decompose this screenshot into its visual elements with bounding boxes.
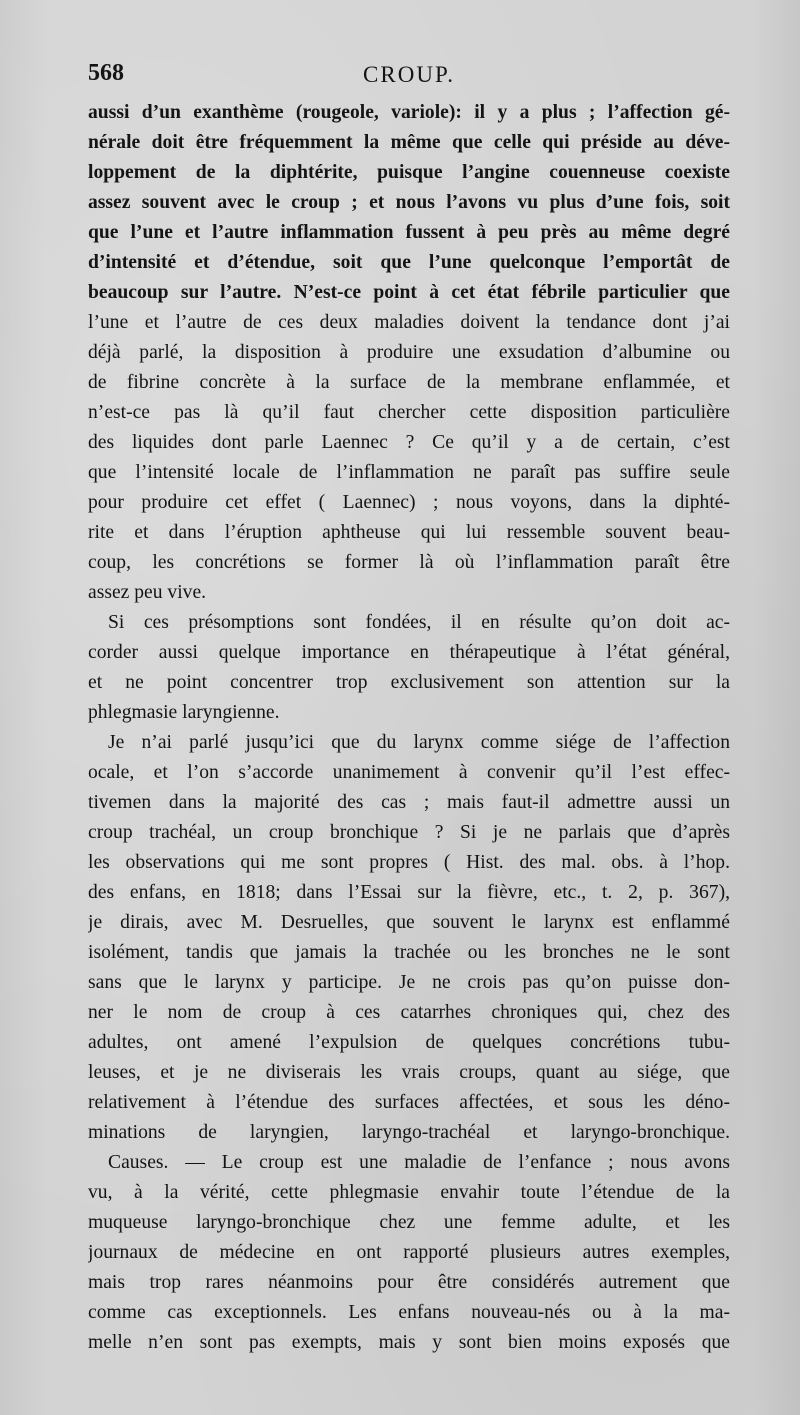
- text-line: mais trop rares néanmoins pour être considérés autrement que: [88, 1272, 730, 1293]
- text-line: assez peu vive.: [88, 582, 207, 603]
- text-line: de fibrine concrète à la surface de la membrane enflammée, et: [88, 372, 730, 393]
- text-line: déjà parlé, la disposition à produire une exsudation d’albumine ou: [88, 342, 730, 363]
- text-line: ner le nom de croup à ces catarrhes chroniques qui, chez des: [88, 1002, 730, 1023]
- text-line: sans que le larynx y participe. Je ne crois pas qu’on puisse don-: [88, 972, 730, 993]
- text-line: Causes. — Le croup est une maladie de l’enfance ; nous avons: [108, 1152, 730, 1173]
- text-line: muqueuse laryngo-bronchique chez une femme adulte, et les: [88, 1212, 730, 1233]
- text-line: des enfans, en 1818; dans l’Essai sur la fièvre, etc., t. 2, p. 367),: [88, 882, 730, 903]
- text-line: beaucoup sur l’autre. N’est-ce point à cet état fébrile particulier que: [88, 282, 730, 303]
- text-line: aussi d’un exanthème (rougeole, variole): il y a plus ; l’affection gé-: [88, 102, 730, 123]
- text-line: des liquides dont parle Laennec ? Ce qu’il y a de certain, c’est: [88, 432, 730, 453]
- text-line: d’intensité et d’étendue, soit que l’une quelconque l’emportât de: [88, 252, 730, 273]
- text-line: journaux de médecine en ont rapporté plusieurs autres exemples,: [88, 1242, 730, 1263]
- text-line: pour produire cet effet ( Laennec) ; nous voyons, dans la diphté-: [88, 492, 730, 513]
- text-line: que l’une et l’autre inflammation fussent à peu près au même degré: [88, 222, 730, 243]
- text-line: Si ces présomptions sont fondées, il en résulte qu’on doit ac-: [108, 612, 730, 633]
- text-line: ocale, et l’on s’accorde unanimement à convenir qu’il l’est effec-: [88, 762, 730, 783]
- running-head: CROUP.: [363, 62, 455, 87]
- text-line: melle n’en sont pas exempts, mais y sont bien moins exposés que: [88, 1332, 730, 1353]
- page-number: 568: [88, 60, 124, 86]
- text-line: phlegmasie laryngienne.: [88, 702, 280, 723]
- text-line: isolément, tandis que jamais la trachée ou les bronches ne le sont: [88, 942, 730, 963]
- text-line: loppement de la diphtérite, puisque l’angine couenneuse coexiste: [88, 162, 730, 183]
- text-line: nérale doit être fréquemment la même que celle qui préside au déve-: [88, 132, 730, 153]
- text-line: adultes, ont amené l’expulsion de quelques concrétions tubu-: [88, 1032, 730, 1053]
- text-line: relativement à l’étendue des surfaces affectées, et sous les déno-: [88, 1092, 730, 1113]
- text-line: minations de laryngien, laryngo-trachéal et laryngo-bronchique.: [88, 1122, 730, 1143]
- text-line: rite et dans l’éruption aphtheuse qui lui ressemble souvent beau-: [88, 522, 730, 543]
- text-line: je dirais, avec M. Desruelles, que souvent le larynx est enflammé: [88, 912, 730, 933]
- text-line: n’est-ce pas là qu’il faut chercher cette disposition particulière: [88, 402, 730, 423]
- text-line: l’une et l’autre de ces deux maladies doivent la tendance dont j’ai: [88, 312, 730, 333]
- text-line: vu, à la vérité, cette phlegmasie envahir toute l’étendue de la: [88, 1182, 730, 1203]
- page-header: [88, 60, 730, 100]
- text-line: corder aussi quelque importance en thérapeutique à l’état général,: [88, 642, 730, 663]
- text-line: tivemen dans la majorité des cas ; mais faut-il admettre aussi un: [88, 792, 730, 813]
- text-line: Je n’ai parlé jusqu’ici que du larynx comme siége de l’affection: [108, 732, 730, 753]
- text-line: et ne point concentrer trop exclusivement son attention sur la: [88, 672, 730, 693]
- text-line: coup, les concrétions se former là où l’inflammation paraît être: [88, 552, 730, 573]
- text-line: assez souvent avec le croup ; et nous l’avons vu plus d’une fois, soit: [88, 192, 730, 213]
- text-line: les observations qui me sont propres ( Hist. des mal. obs. à l’hop.: [88, 852, 730, 873]
- text-line: comme cas exceptionnels. Les enfans nouveau-nés ou à la ma-: [88, 1302, 730, 1323]
- text-line: leuses, et je ne diviserais les vrais croups, quant au siége, que: [88, 1062, 730, 1083]
- text-line: croup trachéal, un croup bronchique ? Si je ne parlais que d’après: [88, 822, 730, 843]
- text-line: que l’intensité locale de l’inflammation ne paraît pas suffire seule: [88, 462, 730, 483]
- body-text: [88, 98, 730, 1358]
